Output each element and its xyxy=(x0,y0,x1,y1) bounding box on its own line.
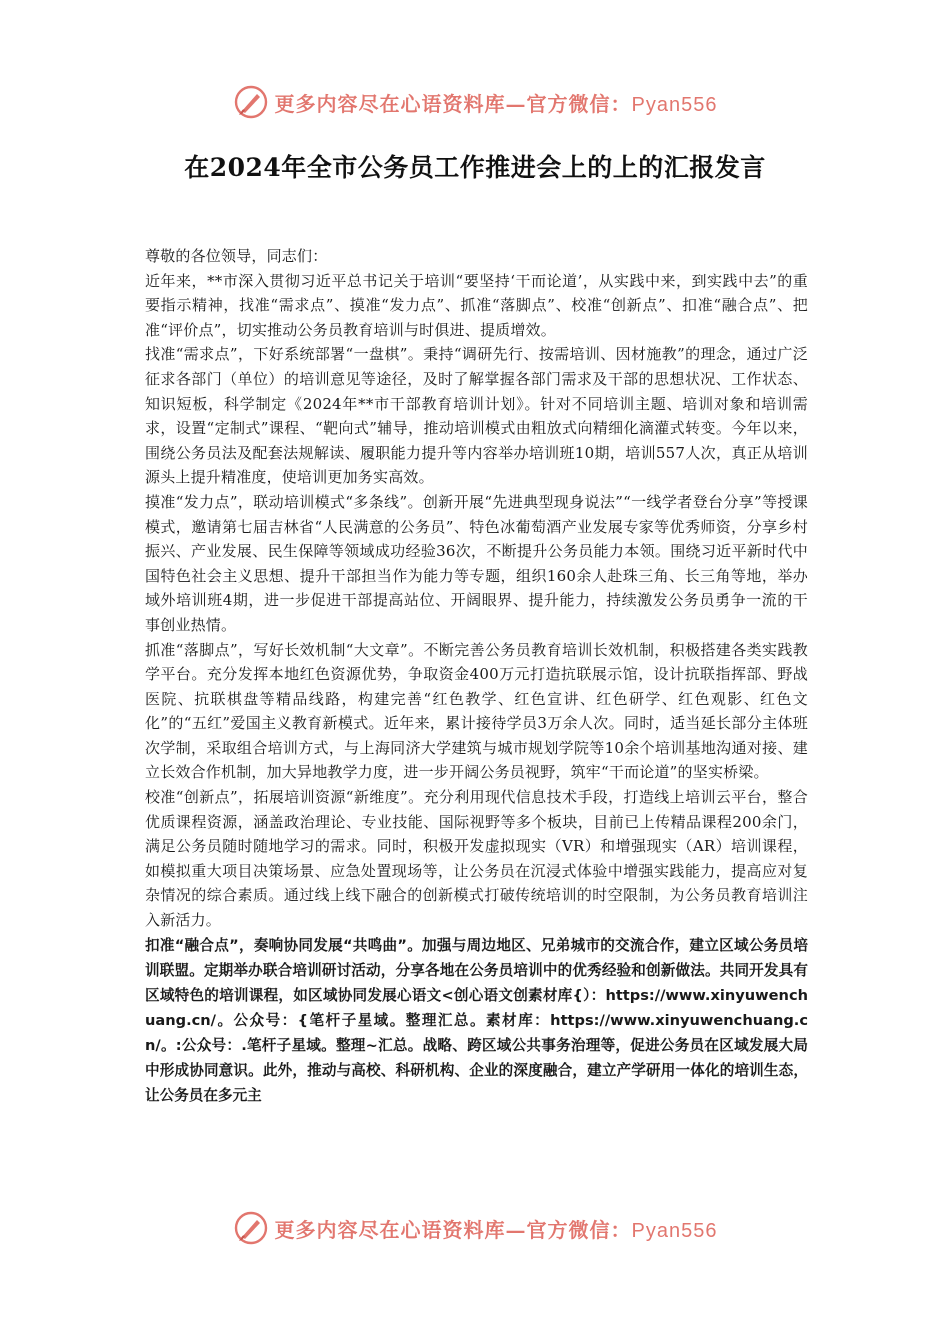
header-banner-wechat-id: Pyan556 xyxy=(631,93,718,116)
header-banner xyxy=(0,80,950,124)
footer-banner xyxy=(0,1206,950,1250)
document-body xyxy=(145,244,808,1108)
brush-logo-icon xyxy=(233,1210,269,1246)
footer-banner-text: 更多内容尽在心语资料库—官方微信：Pyan556 xyxy=(274,1217,718,1242)
header-banner-text: 更多内容尽在心语资料库—官方微信：Pyan556 xyxy=(274,91,718,116)
paragraph-integration-point: 扣准“融合点”，奏响协同发展“共鸣曲”。加强与周边地区、兄弟城市的交流合作，建立区域公务员培训联盟。定期举办联合培训研讨活动，分享各地在公务员培训中的优秀经验和创新做法。共同开发具有区域特色的培训课程，如区域协同发展心语文<创心语文创素材库{）：https://www.xinyuwenchuang.cn/。公众号：{笔杆子星域。整理汇总。素材库：https://www.xinyuwenchuang.cn/。:公众号：.笔杆子星域。整理~汇总。战略、跨区域公共事务治理等，促进公务员在区域发展大局中形成协同意识。此外，推动与高校、科研机构、企业的深度融合，建立产学研用一体化的培训生态，让公务员在多元主 xyxy=(145,936,808,1104)
paragraph-demand-point: 找准“需求点”，下好系统部署“一盘棋”。秉持“调研先行、按需培训、因材施教”的理念，通过广泛征求各部门（单位）的培训意见等途径，及时了解掌握各部门需求及干部的思想状况、工作状态、知识短板，科学制定《2024年**市干部教育培训计划》。针对不同培训主题、培训对象和培训需求，设置“定制式”课程、“靶向式”辅导，推动培训模式由粗放式向精细化滴灌式转变。今年以来，围绕公务员法及配套法规解读、履职能力提升等内容举办培训班10期，培训557人次，真正从培训源头上提升精准度，使培训更加务实高效。 xyxy=(145,345,808,487)
paragraph-force-point: 摸准“发力点”，联动培训模式“多条线”。创新开展“先进典型现身说法”“一线学者登台分享”等授课模式，邀请第七届吉林省“人民满意的公务员”、特色冰葡萄酒产业发展专家等优秀师资，分享乡村振兴、产业发展、民生保障等领域成功经验36次，不断提升公务员能力本领。围绕习近平新时代中国特色社会主义思想、提升干部担当作为能力等专题，组织160余人赴珠三角、长三角等地，举办域外培训班4期，进一步促进干部提高站位、开阔眼界、提升能力，持续激发公务员勇争一流的干事创业热情。 xyxy=(145,492,808,634)
brush-logo-icon xyxy=(233,84,269,120)
salutation: 尊敬的各位领导，同志们： xyxy=(145,247,328,265)
paragraph-innovation-point: 校准“创新点”，拓展培训资源“新维度”。充分利用现代信息技术手段，打造线上培训云平台，整合优质课程资源，涵盖政治理论、专业技能、国际视野等多个板块，目前已上传精品课程200余门，满足公务员随时随地学习的需求。同时，积极开发虚拟现实（VR）和增强现实（AR）培训课程，如模拟重大项目决策场景、应急处置现场等，让公务员在沉浸式体验中增强实践能力，提高应对复杂情况的综合素质。通过线上线下融合的创新模式打破传统培训的时空限制，为公务员教育培训注入新活力。 xyxy=(145,788,808,930)
footer-banner-wechat-id: Pyan556 xyxy=(631,1219,718,1242)
paragraph-landing-point: 抓准“落脚点”，写好长效机制“大文章”。不断完善公务员教育培训长效机制，积极搭建各类实践教学平台。充分发挥本地红色资源优势，争取资金400万元打造抗联展示馆，设计抗联指挥部、野战医院、抗联棋盘等精品线路，构建完善“红色教学、红色宣讲、红色研学、红色观影、红色文化”的“五红”爱国主义教育新模式。近年来，累计接待学员3万余人次。同时，适当延长部分主体班次学制，采取组合培训方式，与上海同济大学建筑与城市规划学院等10余个培训基地沟通对接、建立长效合作机制，加大异地教学力度，进一步开阔公务员视野，筑牢“干而论道”的坚实桥梁。 xyxy=(145,640,808,782)
paragraph-intro: 近年来，**市深入贯彻习近平总书记关于培训“要坚持‘干而论道’，从实践中来，到实践中去”的重要指示精神，找准“需求点”、摸准“发力点”、抓准“落脚点”、校准“创新点”、扣准“融合点”、把准“评价点”，切实推动公务员教育培训与时俱进、提质增效。 xyxy=(145,271,808,339)
document-title: 在2024年全市公务员工作推进会上的上的汇报发言 xyxy=(184,153,766,182)
